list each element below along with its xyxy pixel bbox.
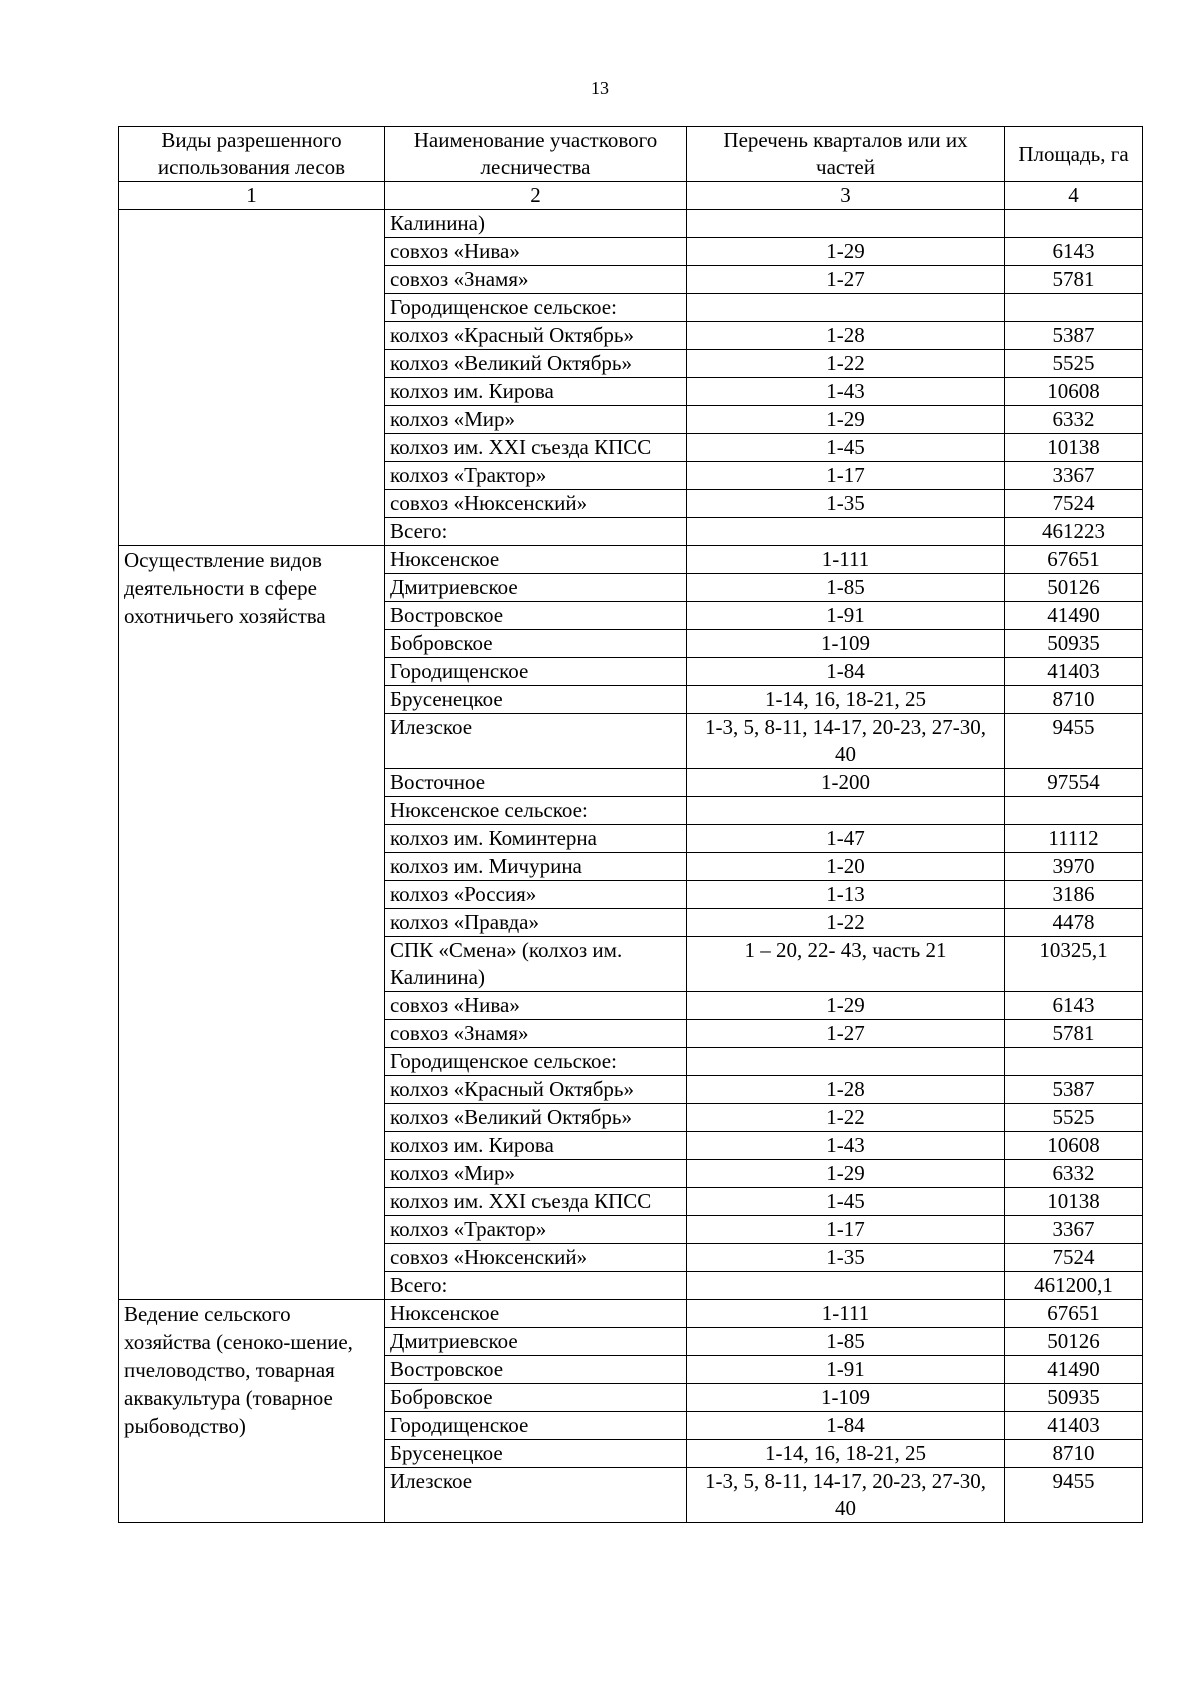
- quarters-cell: 1-47: [687, 825, 1005, 853]
- forestry-name-cell: колхоз им. Кирова: [385, 1132, 687, 1160]
- forestry-name-cell: Брусенецкое: [385, 686, 687, 714]
- column-number-row: [119, 182, 1143, 210]
- area-cell: 7524: [1005, 490, 1143, 518]
- quarters-cell: 1-29: [687, 1160, 1005, 1188]
- quarters-cell: [687, 518, 1005, 546]
- area-cell: [1005, 797, 1143, 825]
- area-cell: 3367: [1005, 462, 1143, 490]
- forestry-name-cell: Нюксенское сельское:: [385, 797, 687, 825]
- forestry-name-cell: Нюксенское: [385, 1300, 687, 1328]
- area-cell: 5781: [1005, 1020, 1143, 1048]
- area-cell: 5781: [1005, 266, 1143, 294]
- forestry-name-cell: совхоз «Знамя»: [385, 1020, 687, 1048]
- area-cell: 41403: [1005, 1412, 1143, 1440]
- quarters-cell: [687, 294, 1005, 322]
- area-cell: 10325,1: [1005, 937, 1143, 992]
- area-cell: 10138: [1005, 434, 1143, 462]
- forestry-name-cell: колхоз им. XXI съезда КПСС: [385, 1188, 687, 1216]
- area-cell: 5387: [1005, 322, 1143, 350]
- quarters-cell: 1-200: [687, 769, 1005, 797]
- area-cell: 5525: [1005, 350, 1143, 378]
- area-cell: 97554: [1005, 769, 1143, 797]
- quarters-cell: 1-13: [687, 881, 1005, 909]
- forestry-name-cell: Востровское: [385, 1356, 687, 1384]
- area-cell: 9455: [1005, 1468, 1143, 1523]
- forestry-name-cell: совхоз «Нива»: [385, 238, 687, 266]
- area-cell: 6143: [1005, 238, 1143, 266]
- forestry-name-cell: колхоз им. Коминтерна: [385, 825, 687, 853]
- quarters-cell: 1-35: [687, 1244, 1005, 1272]
- area-cell: 10138: [1005, 1188, 1143, 1216]
- column-number: 3: [687, 182, 1005, 210]
- forestry-name-cell: Городищенское сельское:: [385, 294, 687, 322]
- forest-use-table: [118, 126, 1143, 1523]
- usage-kind-cell: [119, 210, 385, 546]
- area-cell: 10608: [1005, 1132, 1143, 1160]
- forestry-name-cell: Калинина): [385, 210, 687, 238]
- page-number: 13: [591, 78, 609, 98]
- quarters-cell: 1-17: [687, 462, 1005, 490]
- quarters-cell: 1-20: [687, 853, 1005, 881]
- forestry-name-cell: Илезское: [385, 1468, 687, 1523]
- forestry-name-cell: колхоз «Мир»: [385, 406, 687, 434]
- forestry-name-cell: Всего:: [385, 518, 687, 546]
- area-cell: 6143: [1005, 992, 1143, 1020]
- forestry-name-cell: колхоз им. Мичурина: [385, 853, 687, 881]
- forestry-name-cell: Дмитриевское: [385, 574, 687, 602]
- quarters-cell: 1-14, 16, 18-21, 25: [687, 686, 1005, 714]
- quarters-cell: 1-109: [687, 1384, 1005, 1412]
- area-cell: 50126: [1005, 574, 1143, 602]
- quarters-cell: 1-84: [687, 658, 1005, 686]
- area-cell: 67651: [1005, 1300, 1143, 1328]
- quarters-cell: 1-85: [687, 1328, 1005, 1356]
- forestry-name-cell: колхоз «Трактор»: [385, 1216, 687, 1244]
- header-forestry: Наименование участкового лесничества: [385, 127, 687, 182]
- quarters-cell: 1-3, 5, 8-11, 14-17, 20-23, 27-30, 40: [687, 1468, 1005, 1523]
- area-cell: [1005, 210, 1143, 238]
- quarters-cell: 1 – 20, 22- 43, часть 21: [687, 937, 1005, 992]
- area-cell: 3367: [1005, 1216, 1143, 1244]
- forestry-name-cell: Брусенецкое: [385, 1440, 687, 1468]
- area-cell: 3970: [1005, 853, 1143, 881]
- area-cell: 5387: [1005, 1076, 1143, 1104]
- quarters-cell: [687, 1048, 1005, 1076]
- area-cell: 50935: [1005, 1384, 1143, 1412]
- area-cell: 6332: [1005, 1160, 1143, 1188]
- forestry-name-cell: Илезское: [385, 714, 687, 769]
- area-cell: 4478: [1005, 909, 1143, 937]
- quarters-cell: 1-111: [687, 1300, 1005, 1328]
- forestry-name-cell: колхоз «Красный Октябрь»: [385, 1076, 687, 1104]
- column-number: 2: [385, 182, 687, 210]
- quarters-cell: 1-91: [687, 1356, 1005, 1384]
- quarters-cell: [687, 797, 1005, 825]
- forestry-name-cell: совхоз «Нива»: [385, 992, 687, 1020]
- area-cell: [1005, 1048, 1143, 1076]
- forestry-name-cell: Городищенское сельское:: [385, 1048, 687, 1076]
- forestry-name-cell: СПК «Смена» (колхоз им. Калинина): [385, 937, 687, 992]
- forestry-name-cell: колхоз им. XXI съезда КПСС: [385, 434, 687, 462]
- forestry-name-cell: совхоз «Нюксенский»: [385, 490, 687, 518]
- area-cell: 10608: [1005, 378, 1143, 406]
- area-cell: 461223: [1005, 518, 1143, 546]
- quarters-cell: 1-17: [687, 1216, 1005, 1244]
- forestry-name-cell: совхоз «Знамя»: [385, 266, 687, 294]
- forestry-name-cell: Нюксенское: [385, 546, 687, 574]
- quarters-cell: [687, 1272, 1005, 1300]
- area-cell: 6332: [1005, 406, 1143, 434]
- quarters-cell: 1-27: [687, 1020, 1005, 1048]
- quarters-cell: 1-45: [687, 1188, 1005, 1216]
- quarters-cell: 1-109: [687, 630, 1005, 658]
- forestry-name-cell: колхоз им. Кирова: [385, 378, 687, 406]
- quarters-cell: 1-3, 5, 8-11, 14-17, 20-23, 27-30, 40: [687, 714, 1005, 769]
- quarters-cell: 1-111: [687, 546, 1005, 574]
- area-cell: 41490: [1005, 1356, 1143, 1384]
- quarters-cell: 1-91: [687, 602, 1005, 630]
- column-number: 4: [1005, 182, 1143, 210]
- area-cell: [1005, 294, 1143, 322]
- area-cell: 11112: [1005, 825, 1143, 853]
- quarters-cell: 1-43: [687, 378, 1005, 406]
- forestry-name-cell: Бобровское: [385, 1384, 687, 1412]
- area-cell: 50935: [1005, 630, 1143, 658]
- usage-kind-cell: Осуществление видов деятельности в сфере охотничьего хозяйства: [119, 546, 385, 1300]
- quarters-cell: 1-22: [687, 350, 1005, 378]
- table-row: [119, 210, 1143, 238]
- area-cell: 50126: [1005, 1328, 1143, 1356]
- area-cell: 41490: [1005, 602, 1143, 630]
- forestry-name-cell: колхоз «Россия»: [385, 881, 687, 909]
- header-quarters: Перечень кварталов или их частей: [687, 127, 1005, 182]
- forestry-name-cell: колхоз «Мир»: [385, 1160, 687, 1188]
- usage-kind-cell: Ведение сельского хозяйства (сеноко-шение, пчеловодство, товарная аквакультура (товарное рыбоводство): [119, 1300, 385, 1523]
- quarters-cell: 1-29: [687, 992, 1005, 1020]
- forestry-name-cell: колхоз «Великий Октябрь»: [385, 1104, 687, 1132]
- area-cell: 3186: [1005, 881, 1143, 909]
- quarters-cell: 1-22: [687, 1104, 1005, 1132]
- quarters-cell: 1-29: [687, 238, 1005, 266]
- header-row: [119, 127, 1143, 182]
- area-cell: 8710: [1005, 1440, 1143, 1468]
- area-cell: 7524: [1005, 1244, 1143, 1272]
- quarters-cell: 1-14, 16, 18-21, 25: [687, 1440, 1005, 1468]
- area-cell: 461200,1: [1005, 1272, 1143, 1300]
- forestry-name-cell: Восточное: [385, 769, 687, 797]
- area-cell: 41403: [1005, 658, 1143, 686]
- quarters-cell: 1-84: [687, 1412, 1005, 1440]
- forestry-name-cell: Городищенское: [385, 658, 687, 686]
- forestry-name-cell: Всего:: [385, 1272, 687, 1300]
- quarters-cell: [687, 210, 1005, 238]
- quarters-cell: 1-43: [687, 1132, 1005, 1160]
- forestry-name-cell: Городищенское: [385, 1412, 687, 1440]
- column-number: 1: [119, 182, 385, 210]
- forestry-name-cell: колхоз «Великий Октябрь»: [385, 350, 687, 378]
- quarters-cell: 1-45: [687, 434, 1005, 462]
- header-kind: Виды разрешенного использования лесов: [119, 127, 385, 182]
- forestry-name-cell: Бобровское: [385, 630, 687, 658]
- area-cell: 67651: [1005, 546, 1143, 574]
- quarters-cell: 1-28: [687, 1076, 1005, 1104]
- area-cell: 5525: [1005, 1104, 1143, 1132]
- table-row: [119, 546, 1143, 574]
- quarters-cell: 1-27: [687, 266, 1005, 294]
- forestry-name-cell: колхоз «Правда»: [385, 909, 687, 937]
- forestry-name-cell: колхоз «Красный Октябрь»: [385, 322, 687, 350]
- quarters-cell: 1-22: [687, 909, 1005, 937]
- quarters-cell: 1-28: [687, 322, 1005, 350]
- forestry-name-cell: колхоз «Трактор»: [385, 462, 687, 490]
- table-row: [119, 1300, 1143, 1328]
- area-cell: 8710: [1005, 686, 1143, 714]
- quarters-cell: 1-85: [687, 574, 1005, 602]
- quarters-cell: 1-29: [687, 406, 1005, 434]
- area-cell: 9455: [1005, 714, 1143, 769]
- forestry-name-cell: Востровское: [385, 602, 687, 630]
- quarters-cell: 1-35: [687, 490, 1005, 518]
- forestry-name-cell: совхоз «Нюксенский»: [385, 1244, 687, 1272]
- forestry-name-cell: Дмитриевское: [385, 1328, 687, 1356]
- header-area: Площадь, га: [1005, 127, 1143, 182]
- table-body: [119, 210, 1143, 1523]
